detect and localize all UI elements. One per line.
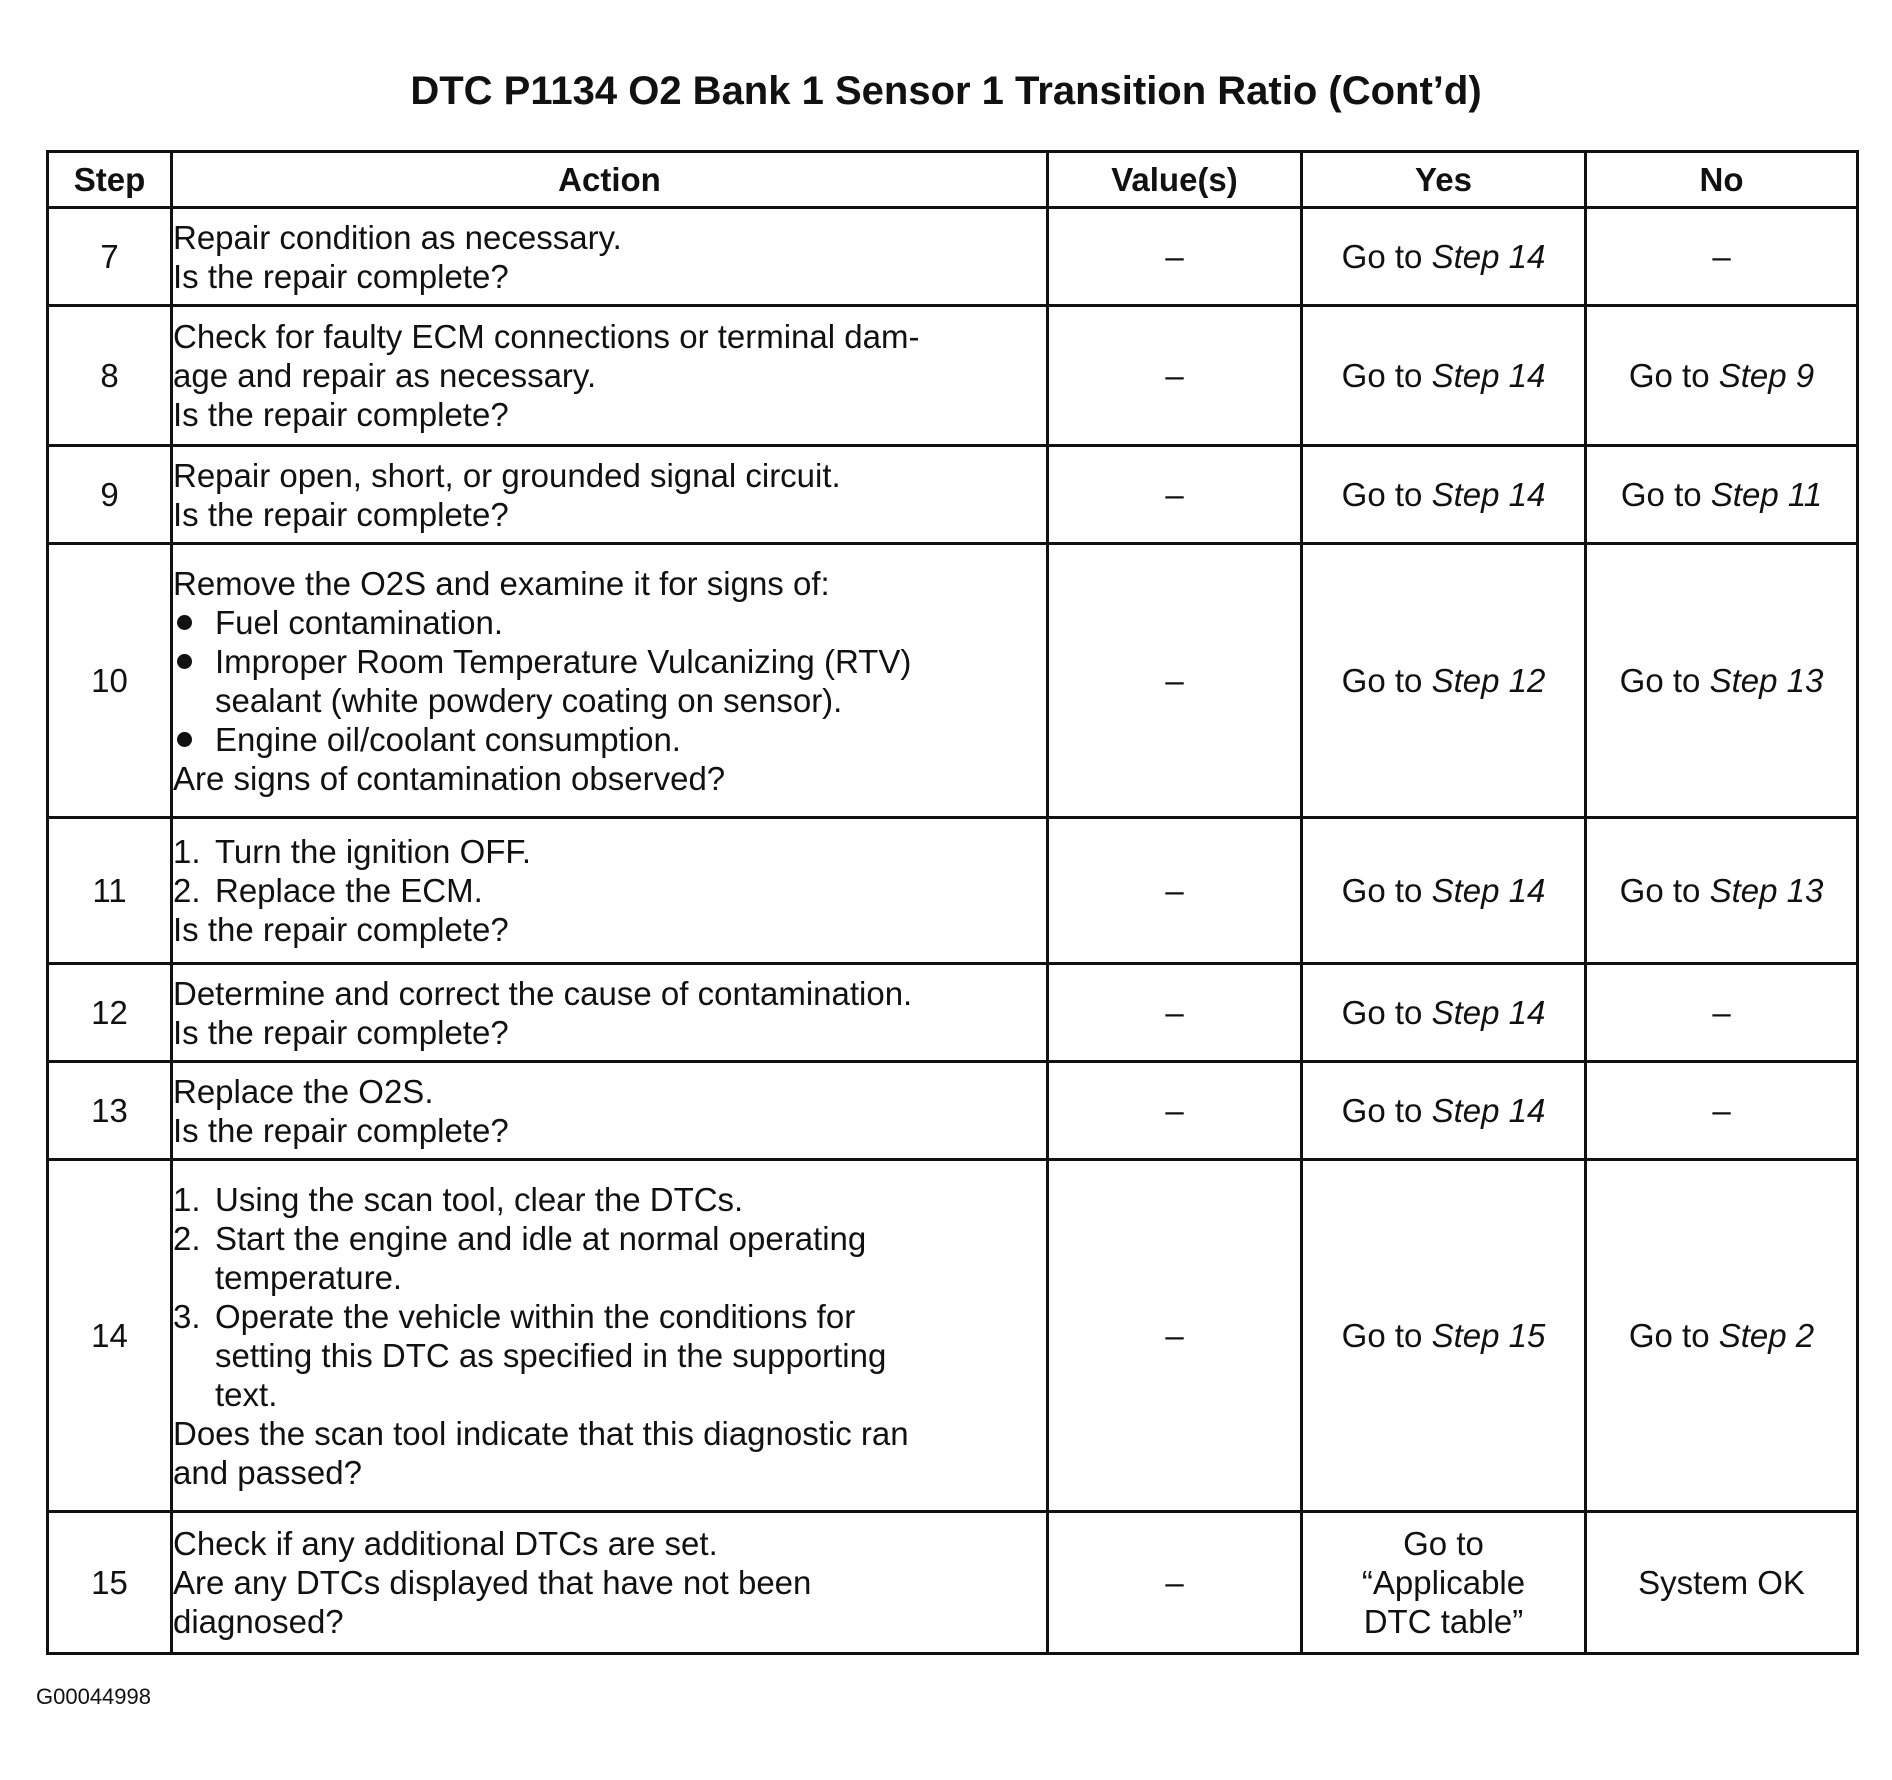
item-line: Using the scan tool, clear the DTCs. <box>215 1180 744 1218</box>
table-row <box>48 964 1858 1062</box>
no-cell <box>1586 1512 1858 1654</box>
values-cell: – <box>1048 208 1302 306</box>
values-cell: – <box>1048 1160 1302 1512</box>
action-cell <box>172 818 1048 964</box>
table-body <box>48 208 1858 1654</box>
values-cell: – <box>1048 818 1302 964</box>
yes-cell <box>1302 1512 1586 1654</box>
numbered-item <box>173 1180 1046 1219</box>
no-cell <box>1586 446 1858 544</box>
action-text: Check if any additional DTCs are set. <box>173 1525 718 1562</box>
table-row <box>48 208 1858 306</box>
values-cell: – <box>1048 1512 1302 1654</box>
numbered-item <box>173 1297 1046 1414</box>
no-cell <box>1586 544 1858 818</box>
step-number: 15 <box>48 1512 172 1654</box>
yes-cell <box>1302 208 1586 306</box>
step-reference: Step 12 <box>1431 662 1546 699</box>
item-line: Operate the vehicle within the conditions for <box>215 1297 856 1335</box>
yes-cell-text <box>1303 1091 1584 1130</box>
values-cell: – <box>1048 964 1302 1062</box>
action-question: Are any DTCs displayed that have not been <box>173 1564 812 1601</box>
yes-cell-text <box>1303 1316 1584 1355</box>
yes-cell <box>1302 446 1586 544</box>
bullet-item <box>173 720 1046 759</box>
diagnostic-table <box>46 150 1859 1655</box>
item-number: 3. <box>173 1297 201 1335</box>
values-cell: – <box>1048 1062 1302 1160</box>
figure-id: G00044998 <box>36 1684 151 1709</box>
no-cell-text <box>1587 475 1856 514</box>
yes-cell-text <box>1303 993 1584 1032</box>
no-cell-text: – <box>1712 1092 1731 1129</box>
action-cell <box>172 446 1048 544</box>
item-line: Start the engine and idle at normal operating <box>215 1219 867 1257</box>
action-question: Are signs of contamination observed? <box>173 759 726 797</box>
goto-prefix: Go to <box>1341 476 1432 513</box>
yes-cell <box>1302 818 1586 964</box>
table-row <box>48 544 1858 818</box>
step-reference: Step 14 <box>1431 238 1546 275</box>
item-text <box>215 1297 1046 1414</box>
item-line: setting this DTC as specified in the supporting <box>215 1336 887 1374</box>
yes-cell-line: Go to <box>1403 1525 1484 1562</box>
item-line: temperature. <box>215 1258 403 1296</box>
table-row <box>48 1512 1858 1654</box>
goto-prefix: Go to <box>1341 872 1432 909</box>
no-cell-text <box>1587 871 1856 910</box>
action-cell <box>172 306 1048 446</box>
header-row <box>48 152 1858 208</box>
no-cell-text: – <box>1712 238 1731 275</box>
step-reference: Step 13 <box>1709 872 1824 909</box>
yes-cell-line: DTC table” <box>1363 1603 1524 1640</box>
values-cell: – <box>1048 446 1302 544</box>
goto-prefix: Go to <box>1619 662 1710 699</box>
step-number: 9 <box>48 446 172 544</box>
no-cell <box>1586 1062 1858 1160</box>
item-line: Engine oil/coolant consumption. <box>215 720 681 758</box>
step-reference: Step 14 <box>1431 357 1546 394</box>
item-text <box>215 832 1046 871</box>
item-line: Replace the ECM. <box>215 872 483 909</box>
table-row <box>48 818 1858 964</box>
header-step: Step <box>48 152 172 208</box>
values-cell: – <box>1048 544 1302 818</box>
no-cell-text <box>1587 661 1856 700</box>
action-cell <box>172 1160 1048 1512</box>
page-title: DTC P1134 O2 Bank 1 Sensor 1 Transition Ratio (Cont’d) <box>410 69 1482 113</box>
item-line: Turn the ignition OFF. <box>215 833 532 870</box>
item-number: 2. <box>173 872 201 909</box>
no-cell <box>1586 1160 1858 1512</box>
item-line: text. <box>215 1375 278 1413</box>
action-text: Determine and correct the cause of contamination. <box>173 974 913 1012</box>
item-text <box>215 1219 1046 1297</box>
no-cell-text <box>1587 1316 1856 1355</box>
table-row <box>48 306 1858 446</box>
no-cell-text <box>1587 356 1856 395</box>
action-text: age and repair as necessary. <box>173 357 597 394</box>
yes-cell-text <box>1303 475 1584 514</box>
yes-cell-text <box>1303 237 1584 276</box>
header-action: Action <box>172 152 1048 208</box>
yes-cell <box>1302 1160 1586 1512</box>
goto-prefix: Go to <box>1628 357 1719 394</box>
yes-cell-text <box>1303 661 1584 700</box>
numbered-item <box>173 832 1046 871</box>
action-text: Remove the O2S and examine it for signs of: <box>173 564 830 602</box>
item-number: 1. <box>173 833 201 870</box>
item-number: 1. <box>173 1180 201 1218</box>
table-row <box>48 1160 1858 1512</box>
goto-prefix: Go to <box>1341 662 1432 699</box>
no-cell-text: – <box>1712 994 1731 1031</box>
goto-prefix: Go to <box>1341 238 1432 275</box>
action-question: Is the repair complete? <box>173 495 509 533</box>
step-number: 14 <box>48 1160 172 1512</box>
action-text: Repair condition as necessary. <box>173 218 622 256</box>
bullet-item <box>173 603 1046 642</box>
header-no: No <box>1586 152 1858 208</box>
step-reference: Step 15 <box>1431 1317 1546 1354</box>
yes-cell <box>1302 544 1586 818</box>
action-question: diagnosed? <box>173 1603 344 1640</box>
step-number: 8 <box>48 306 172 446</box>
no-cell <box>1586 306 1858 446</box>
action-question: Is the repair complete? <box>173 396 509 433</box>
goto-prefix: Go to <box>1628 1317 1719 1354</box>
goto-prefix: Go to <box>1620 476 1711 513</box>
step-reference: Step 13 <box>1709 662 1824 699</box>
item-text <box>215 871 1046 910</box>
action-text: Repair open, short, or grounded signal circuit. <box>173 456 841 494</box>
step-number: 10 <box>48 544 172 818</box>
action-cell <box>172 544 1048 818</box>
step-reference: Step 9 <box>1718 357 1815 394</box>
action-cell <box>172 208 1048 306</box>
bullet-dot-icon <box>177 654 192 669</box>
action-cell <box>172 1512 1048 1654</box>
step-reference: Step 14 <box>1431 872 1546 909</box>
header-yes: Yes <box>1302 152 1586 208</box>
values-cell: – <box>1048 306 1302 446</box>
action-question: Is the repair complete? <box>173 1013 509 1051</box>
goto-prefix: Go to <box>1341 994 1432 1031</box>
yes-cell-text <box>1303 356 1584 395</box>
action-cell <box>172 1062 1048 1160</box>
bullet-icon <box>173 603 215 642</box>
bullet-dot-icon <box>177 732 192 747</box>
item-text <box>215 1180 1046 1219</box>
step-number: 13 <box>48 1062 172 1160</box>
no-cell <box>1586 964 1858 1062</box>
item-line: sealant (white powdery coating on sensor). <box>215 681 843 719</box>
action-cell <box>172 964 1048 1062</box>
item-number: 2. <box>173 1219 201 1257</box>
no-cell <box>1586 208 1858 306</box>
yes-cell-line: “Applicable <box>1361 1564 1526 1601</box>
step-reference: Step 14 <box>1431 1092 1546 1129</box>
table-row <box>48 1062 1858 1160</box>
step-reference: Step 14 <box>1431 476 1546 513</box>
yes-cell <box>1302 964 1586 1062</box>
bullet-dot-icon <box>177 615 192 630</box>
action-text: Replace the O2S. <box>173 1072 434 1110</box>
header-values: Value(s) <box>1048 152 1302 208</box>
action-question: Is the repair complete? <box>173 911 509 948</box>
action-question: Does the scan tool indicate that this diagnostic ran <box>173 1414 909 1452</box>
goto-prefix: Go to <box>1341 1092 1432 1129</box>
item-text <box>215 720 1046 759</box>
step-number: 7 <box>48 208 172 306</box>
yes-cell <box>1302 1062 1586 1160</box>
step-number: 12 <box>48 964 172 1062</box>
table-row <box>48 446 1858 544</box>
bullet-item <box>173 642 1046 720</box>
numbered-item <box>173 1219 1046 1297</box>
bullet-icon <box>173 720 215 759</box>
bullet-icon <box>173 642 215 681</box>
goto-prefix: Go to <box>1619 872 1710 909</box>
no-cell <box>1586 818 1858 964</box>
item-line: Improper Room Temperature Vulcanizing (RTV) <box>215 642 912 680</box>
yes-cell <box>1302 306 1586 446</box>
step-reference: Step 11 <box>1710 476 1823 513</box>
yes-cell-text <box>1303 871 1584 910</box>
item-text <box>215 603 1046 642</box>
goto-prefix: Go to <box>1341 357 1432 394</box>
action-question: and passed? <box>173 1453 362 1491</box>
step-reference: Step 14 <box>1431 994 1546 1031</box>
numbered-item <box>173 871 1046 910</box>
step-reference: Step 2 <box>1718 1317 1815 1354</box>
no-cell-text: System OK <box>1638 1564 1805 1601</box>
action-question: Is the repair complete? <box>173 1111 509 1149</box>
item-line: Fuel contamination. <box>215 603 503 641</box>
item-text <box>215 642 1046 720</box>
action-text: Check for faulty ECM connections or terminal dam- <box>173 318 920 355</box>
goto-prefix: Go to <box>1341 1317 1432 1354</box>
step-number: 11 <box>48 818 172 964</box>
action-question: Is the repair complete? <box>173 257 509 295</box>
